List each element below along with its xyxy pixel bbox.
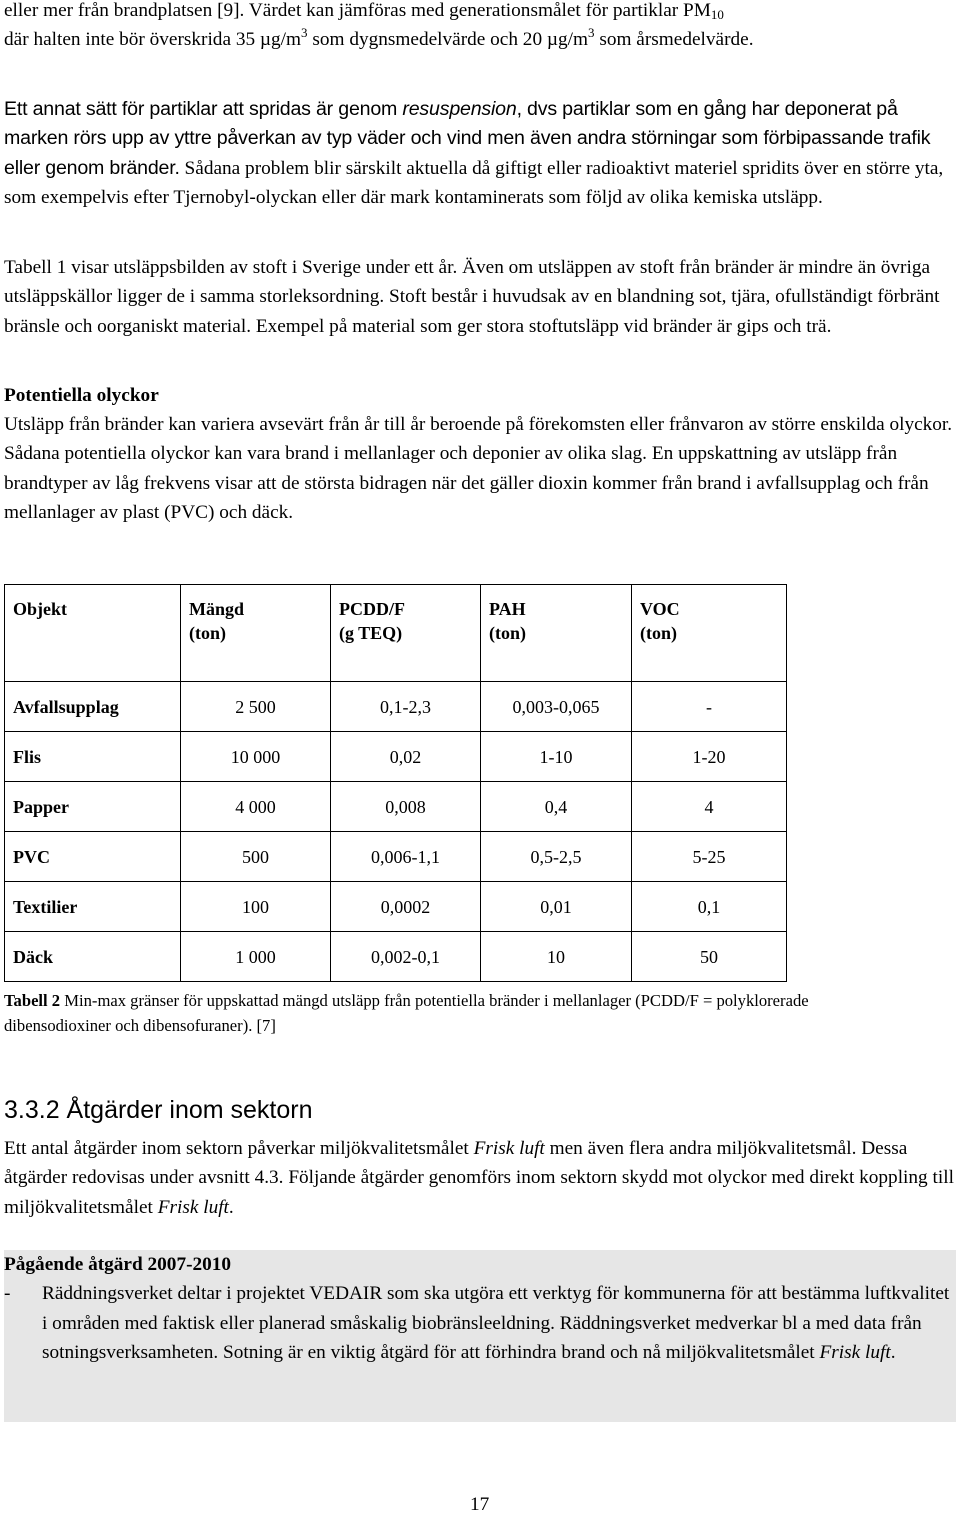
column-header: VOC (ton) [632, 585, 787, 682]
paragraph-text: Tabell 1 visar utsläppsbilden av stoft i Sverige under ett år. [4, 257, 458, 278]
table-cell: 0,0002 [331, 882, 481, 932]
table-cell: 0,01 [481, 882, 632, 932]
table-cell: 0,1 [632, 882, 787, 932]
table-cell: 500 [181, 832, 331, 882]
column-header: PCDD/F (g TEQ) [331, 585, 481, 682]
table-header-row [5, 585, 787, 682]
unit-superscript: 3 [588, 25, 595, 41]
table-cell: 0,008 [331, 782, 481, 832]
table-cell: 0,006-1,1 [331, 832, 481, 882]
table-cell: Avfallsupplag [5, 682, 181, 732]
table-cell: 2 500 [181, 682, 331, 732]
paragraph-text: . [228, 1196, 234, 1218]
table-cell: 0,002-0,1 [331, 932, 481, 982]
column-header: Objekt [5, 585, 181, 682]
potentiella-paragraph [4, 410, 956, 528]
resuspension-paragraph [4, 95, 956, 213]
paragraph-text: Ett antal åtgärder inom sektorn påverkar miljökvalitetsmålet [4, 1138, 474, 1159]
intro-text: eller mer från brandplatsen [9]. Värdet kan jämföras med generationsmålet för partiklar PM [4, 0, 711, 21]
table-cell: 1 000 [181, 932, 331, 982]
table-cell: 10 000 [181, 732, 331, 782]
italic-term: Frisk luft [819, 1342, 891, 1364]
section-number: 3.3.2 [4, 1096, 60, 1124]
paragraph-text: men även flera andra miljökvalitetsmål. Dessa åtgärder redovisas under avsnitt 4.3. Följande åtgärder genomförs inom sektorn skydd mot olyckor med direkt koppling till miljökvalitetsmålet [4, 1138, 954, 1218]
table-cell: 5-25 [632, 832, 787, 882]
paragraph-text: Sådana potentiella olyckor kan vara brand i mellanlager och deponier av olika slag. [4, 443, 648, 465]
table-cell: Däck [5, 932, 181, 982]
ongoing-measure-box [4, 1250, 956, 1422]
table-cell: 1-20 [632, 732, 787, 782]
intro-paragraph [4, 0, 956, 55]
paragraph-text: Räddningsverket deltar i projektet VEDAIR som ska utgöra ett verktyg för kommunerna för att bestämma luftkvalitet i områden med faktisk eller planerad småskalig biobränsleeldning. [42, 1283, 950, 1334]
paragraph-text: En uppskattning av utsläpp från brandtyper av låg frekvens visar att de största bidragen när det gäller dioxin kommer från brand i avfallsupplag och från mellanlager av plast (PVC) och däck. [4, 443, 929, 524]
paragraph-text: Ett annat sätt för partiklar att spridas är genom [4, 98, 403, 120]
potentiella-heading: Potentiella olyckor [4, 385, 159, 406]
paragraph-text: , dvs partiklar som en gång har deponerat på marken rörs upp av yttre påverkan av typ väder och vind men även andra störningar som förbipassande trafik eller genom bränder. [4, 98, 931, 179]
paragraph-text: Sådana problem blir särskilt aktuella då giftigt eller radioaktivt materiel spridits över en större yta, som exempelvis efter Tjernobyl-olyckan eller där mark kontaminerats som följd av olika kemiska utsläpp. [4, 157, 944, 209]
table-row [5, 882, 787, 932]
page-number: 17 [470, 1494, 490, 1515]
paragraph-text: Räddningsverket medverkar bl a med data från sotningsverksamheten. Sotning är en viktig åtgärd för att förhindra brand och nå miljökvalitetsmålet [42, 1312, 922, 1364]
paragraph-text: Stoft består i huvudsak av en blandning sot, tjära, ofullständigt förbränt bränsle och oorganiskt material. Exempel på material som ger stora stoftutsläpp vid bränder är gips och trä. [4, 286, 940, 337]
atgarder-paragraph [4, 1134, 956, 1222]
caption-text: Min-max gränser för uppskattad mängd utsläpp från potentiella bränder i mellanlager (PCDD/F = polyklorerade dibensodioxiner och dibensofuraner). [7] [4, 991, 809, 1035]
table-cell: 0,02 [331, 732, 481, 782]
table-cell: 50 [632, 932, 787, 982]
intro-text: som dygnsmedelvärde och 20 µg/m [307, 29, 589, 51]
paragraph-text: . [890, 1342, 896, 1364]
column-header: Mängd (ton) [181, 585, 331, 682]
table-cell: PVC [5, 832, 181, 882]
table-cell: 0,5-2,5 [481, 832, 632, 882]
table-cell: 0,003-0,065 [481, 682, 632, 732]
tabell1-paragraph [4, 253, 956, 341]
table-cell: 4 [632, 782, 787, 832]
table-row [5, 932, 787, 982]
paragraph-text: Även om utsläppen av stoft från bränder är mindre än övriga utsläppskällor ligger de i samma storleksordning. [4, 257, 931, 308]
ongoing-measure-text [42, 1279, 956, 1367]
table-cell: 0,4 [481, 782, 632, 832]
table-cell: Flis [5, 732, 181, 782]
table-row [5, 782, 787, 832]
italic-term: Frisk luft [157, 1196, 229, 1218]
list-bullet: - [4, 1283, 11, 1305]
intro-text: där halten inte bör överskrida 35 µg/m [4, 29, 302, 51]
table-cell: 100 [181, 882, 331, 932]
table-cell: 4 000 [181, 782, 331, 832]
table-cell: Papper [5, 782, 181, 832]
table-cell: 1-10 [481, 732, 632, 782]
paragraph-text: Utsläpp från bränder kan variera avsevärt från år till år beroende på förekomsten eller frånvaron av större enskilda olyckor. [4, 414, 953, 435]
intro-text: som årsmedelvärde. [594, 29, 754, 51]
caption-label: Tabell 2 [4, 991, 61, 1010]
section-heading [4, 1093, 313, 1127]
italic-term: resuspension [402, 98, 517, 120]
table-row [5, 682, 787, 732]
table-cell: 0,1-2,3 [331, 682, 481, 732]
table-cell: 10 [481, 932, 632, 982]
table-cell: Textilier [5, 882, 181, 932]
emissions-table [4, 584, 787, 982]
table-caption [4, 989, 824, 1038]
table-row [5, 832, 787, 882]
section-title: Åtgärder inom sektorn [59, 1096, 313, 1124]
pm-subscript: 10 [710, 7, 724, 22]
column-header: PAH (ton) [481, 585, 632, 682]
ongoing-measure-heading: Pågående åtgärd 2007-2010 [4, 1254, 232, 1275]
table-cell: - [632, 682, 787, 732]
unit-superscript: 3 [301, 25, 308, 41]
italic-term: Frisk luft [473, 1138, 545, 1159]
table-row [5, 732, 787, 782]
